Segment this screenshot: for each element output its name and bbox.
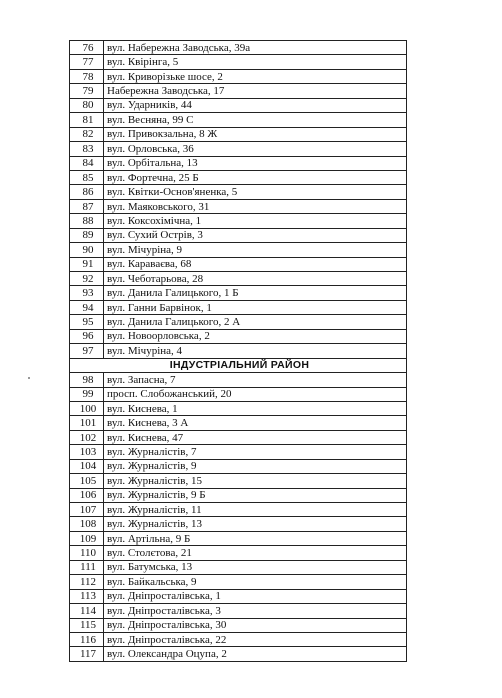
table-row xyxy=(70,531,407,545)
row-number: 99 xyxy=(70,387,104,401)
table-row xyxy=(70,474,407,488)
row-number: 109 xyxy=(70,531,104,545)
row-address: вул. Журналістів, 9 Б xyxy=(104,488,407,502)
table-row xyxy=(70,503,407,517)
row-address: вул. Артільна, 9 Б xyxy=(104,531,407,545)
row-address: вул. Фортечна, 25 Б xyxy=(104,170,407,184)
row-number: 95 xyxy=(70,315,104,329)
row-address: просп. Слобожанський, 20 xyxy=(104,387,407,401)
row-address: вул. Дніпросталівська, 1 xyxy=(104,589,407,603)
table-row xyxy=(70,170,407,184)
row-address: вул. Журналістів, 9 xyxy=(104,459,407,473)
row-address: вул. Данила Галицького, 1 Б xyxy=(104,286,407,300)
table-row xyxy=(70,69,407,83)
table-row xyxy=(70,315,407,329)
table-row xyxy=(70,647,407,661)
row-address: вул. Чеботарьова, 28 xyxy=(104,272,407,286)
row-number: 92 xyxy=(70,272,104,286)
row-number: 88 xyxy=(70,214,104,228)
table-row xyxy=(70,257,407,271)
table-row xyxy=(70,387,407,401)
table-row xyxy=(70,127,407,141)
row-number: 112 xyxy=(70,575,104,589)
scan-speck xyxy=(28,377,30,379)
row-address: вул. Журналістів, 13 xyxy=(104,517,407,531)
row-address: вул. Батумська, 13 xyxy=(104,560,407,574)
row-number: 114 xyxy=(70,604,104,618)
table-row xyxy=(70,604,407,618)
table-row xyxy=(70,199,407,213)
table-row xyxy=(70,156,407,170)
row-number: 97 xyxy=(70,344,104,358)
table-row xyxy=(70,560,407,574)
row-number: 86 xyxy=(70,185,104,199)
table-row xyxy=(70,445,407,459)
section-header-group xyxy=(70,358,407,372)
row-number: 111 xyxy=(70,560,104,574)
row-address: вул. Столєтова, 21 xyxy=(104,546,407,560)
table-row xyxy=(70,401,407,415)
row-address: вул. Орловська, 36 xyxy=(104,142,407,156)
row-address: вул. Квірінга, 5 xyxy=(104,55,407,69)
row-address: вул. Дніпросталівська, 30 xyxy=(104,618,407,632)
row-number: 79 xyxy=(70,84,104,98)
table-row xyxy=(70,416,407,430)
row-number: 101 xyxy=(70,416,104,430)
table-row xyxy=(70,272,407,286)
table-row xyxy=(70,488,407,502)
row-number: 100 xyxy=(70,401,104,415)
section-header-row xyxy=(70,358,407,372)
row-address: вул. Сухий Острів, 3 xyxy=(104,228,407,242)
row-number: 113 xyxy=(70,589,104,603)
table-row xyxy=(70,575,407,589)
row-number: 80 xyxy=(70,98,104,112)
row-number: 83 xyxy=(70,142,104,156)
table-row xyxy=(70,430,407,444)
row-number: 91 xyxy=(70,257,104,271)
row-number: 94 xyxy=(70,300,104,314)
row-number: 106 xyxy=(70,488,104,502)
row-address: вул. Весняна, 99 С xyxy=(104,113,407,127)
row-number: 103 xyxy=(70,445,104,459)
table-row xyxy=(70,243,407,257)
row-address: вул. Новоорловська, 2 xyxy=(104,329,407,343)
row-number: 110 xyxy=(70,546,104,560)
table-row xyxy=(70,517,407,531)
table-row xyxy=(70,329,407,343)
table-row xyxy=(70,185,407,199)
row-address: вул. Байкальська, 9 xyxy=(104,575,407,589)
table-row xyxy=(70,55,407,69)
row-address: вул. Орбітальна, 13 xyxy=(104,156,407,170)
row-number: 82 xyxy=(70,127,104,141)
row-address: вул. Дніпросталівська, 3 xyxy=(104,604,407,618)
row-address: вул. Киснева, 1 xyxy=(104,401,407,415)
table-row xyxy=(70,632,407,646)
row-address: вул. Ударників, 44 xyxy=(104,98,407,112)
row-address: вул. Мічуріна, 9 xyxy=(104,243,407,257)
row-address: вул. Маяковського, 31 xyxy=(104,199,407,213)
section-title: ІНДУСТРІАЛЬНИЙ РАЙОН xyxy=(70,358,407,372)
row-address: вул. Мічуріна, 4 xyxy=(104,344,407,358)
row-address: вул. Ганни Барвінок, 1 xyxy=(104,300,407,314)
row-number: 84 xyxy=(70,156,104,170)
row-number: 96 xyxy=(70,329,104,343)
row-address: вул. Олександра Оцупа, 2 xyxy=(104,647,407,661)
address-table-body-bottom xyxy=(70,373,407,662)
table-row xyxy=(70,589,407,603)
row-number: 85 xyxy=(70,170,104,184)
table-row xyxy=(70,41,407,55)
row-address: вул. Привокзальна, 8 Ж xyxy=(104,127,407,141)
row-number: 117 xyxy=(70,647,104,661)
row-address: вул. Журналістів, 11 xyxy=(104,503,407,517)
address-table-body-top xyxy=(70,41,407,359)
row-address: вул. Криворізьке шосе, 2 xyxy=(104,69,407,83)
row-number: 98 xyxy=(70,373,104,387)
row-address: вул. Запасна, 7 xyxy=(104,373,407,387)
row-number: 90 xyxy=(70,243,104,257)
row-number: 105 xyxy=(70,474,104,488)
row-number: 87 xyxy=(70,199,104,213)
row-address: вул. Данила Галицького, 2 А xyxy=(104,315,407,329)
table-row xyxy=(70,300,407,314)
row-address: вул. Дніпросталівська, 22 xyxy=(104,632,407,646)
row-address: вул. Караваєва, 68 xyxy=(104,257,407,271)
table-row xyxy=(70,286,407,300)
row-address: вул. Киснева, 47 xyxy=(104,430,407,444)
address-table xyxy=(69,40,407,662)
row-number: 104 xyxy=(70,459,104,473)
table-row xyxy=(70,459,407,473)
row-number: 115 xyxy=(70,618,104,632)
table-row xyxy=(70,142,407,156)
table-row xyxy=(70,98,407,112)
row-address: вул. Журналістів, 15 xyxy=(104,474,407,488)
row-number: 77 xyxy=(70,55,104,69)
row-number: 102 xyxy=(70,430,104,444)
table-row xyxy=(70,214,407,228)
table-row xyxy=(70,546,407,560)
row-address: вул. Журналістів, 7 xyxy=(104,445,407,459)
row-address: вул. Коксохімічна, 1 xyxy=(104,214,407,228)
row-address: вул. Набережна Заводська, 39а xyxy=(104,41,407,55)
row-address: вул. Киснева, 3 А xyxy=(104,416,407,430)
row-number: 78 xyxy=(70,69,104,83)
row-number: 93 xyxy=(70,286,104,300)
row-number: 107 xyxy=(70,503,104,517)
table-row xyxy=(70,113,407,127)
table-row xyxy=(70,84,407,98)
table-row xyxy=(70,618,407,632)
table-row xyxy=(70,344,407,358)
row-number: 89 xyxy=(70,228,104,242)
table-row xyxy=(70,373,407,387)
row-number: 116 xyxy=(70,632,104,646)
table-row xyxy=(70,228,407,242)
row-address: вул. Квітки-Основ'яненка, 5 xyxy=(104,185,407,199)
row-number: 108 xyxy=(70,517,104,531)
row-address: Набережна Заводська, 17 xyxy=(104,84,407,98)
row-number: 81 xyxy=(70,113,104,127)
row-number: 76 xyxy=(70,41,104,55)
